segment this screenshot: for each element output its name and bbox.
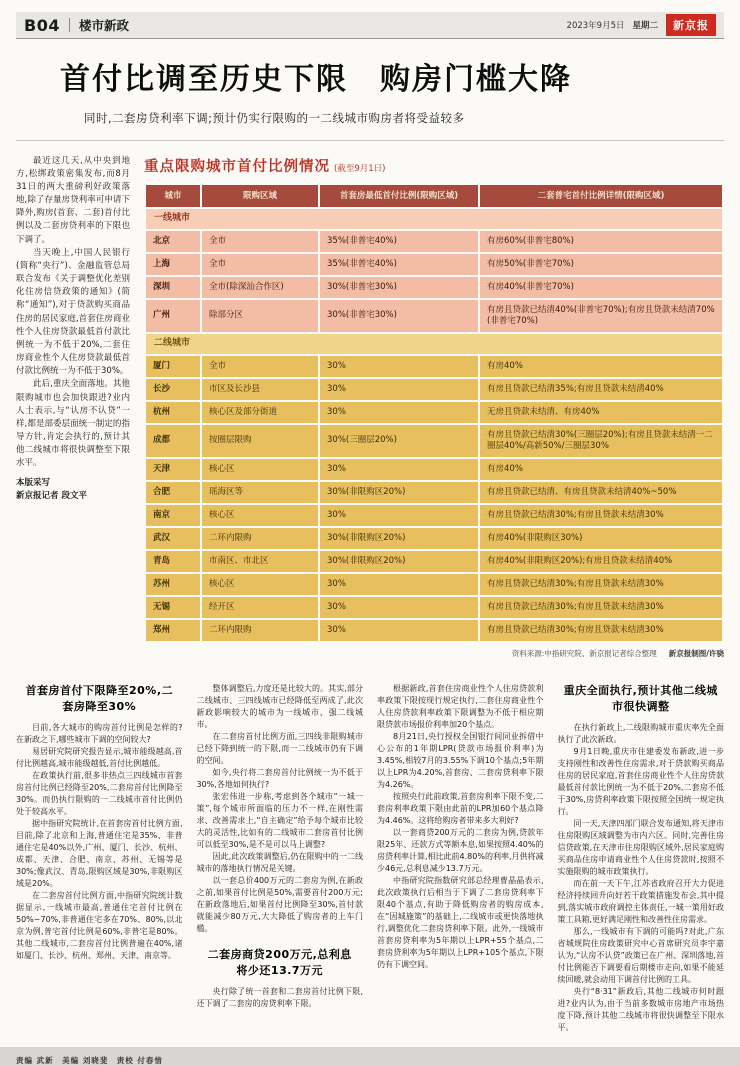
table-row — [146, 254, 722, 275]
cell-second: 有房50%(非普宅70%) — [480, 254, 722, 275]
cell-first: 30%(非普宅30%) — [320, 277, 478, 298]
cell-region: 市区及长沙县 — [202, 379, 318, 400]
main-headline: 首付比调至历史下限 购房门槛大降 — [60, 62, 572, 97]
cell-city: 苏州 — [146, 574, 200, 595]
table-title: 重点限购城市首付比例情况 — [144, 158, 330, 175]
body-paragraph: 按照央行此前政策,首套房利率下限不变,二套房利率政策下限由此前的LPR加60个基点降为4.46%。这将给购房者带来多大利好? — [377, 792, 544, 826]
cell-first: 30% — [320, 356, 478, 377]
table-row — [146, 356, 722, 377]
cell-second: 有房且贷款已结清30%(三圈层20%);有房且贷款未结清一二圈层40%/高新50%/三圈层30% — [480, 425, 722, 457]
cell-second: 有房且贷款已结清30%;有房且贷款未结清30% — [480, 574, 722, 595]
cell-first: 30% — [320, 379, 478, 400]
table-row — [146, 482, 722, 503]
cell-region: 核心区 — [202, 505, 318, 526]
cell-city: 上海 — [146, 254, 200, 275]
masthead-right — [567, 14, 716, 36]
cell-city: 郑州 — [146, 620, 200, 641]
article-column-1 — [16, 683, 183, 1045]
column2-subhead: 二套房商贷200万元,总利息将少还13.7万元 — [207, 948, 352, 977]
cell-second: 有房40%(非限购区20%);有房且贷款未结清40% — [480, 551, 722, 572]
cell-city: 北京 — [146, 231, 200, 252]
graphic-credit: 新京报制图/许骁 — [668, 649, 724, 659]
table-row — [146, 505, 722, 526]
group-band-tier1 — [146, 209, 722, 229]
cell-region: 瑶海区等 — [202, 482, 318, 503]
cell-second: 有房40%(非普宅70%) — [480, 277, 722, 298]
sub-headline: 同时,二套房贷利率下调;预计仍实行限购的一二线城市购房者将受益较多 — [84, 110, 465, 125]
table-title-row — [144, 155, 724, 176]
body-paragraph: 张宏伟进一步称,考虑到各个城市“一城一策”,每个城市所面临的压力不一样,在刚性需求、改善需求上,“自主确定”给予每个城市比较大的灵活性,比如有的二线城市二套房首付比例可以低至30%,是不是可以马上调整? — [196, 792, 363, 850]
cell-first: 30%(非限购区20%) — [320, 482, 478, 503]
cell-region: 全市 — [202, 356, 318, 377]
cell-first: 30%(非普宅30%) — [320, 300, 478, 332]
cell-region: 二环内限购 — [202, 620, 318, 641]
article-column-3 — [377, 683, 544, 1045]
body-paragraph: 同一天,天津四部门联合发布通知,将天津市住房限购区域调整为市内六区。同时,完善住房信贷政策,在天津市住房限购区域外,居民家庭购买商品住房申请商业性个人住房贷款时,按照不实施限购的城市政策执行。 — [557, 819, 724, 877]
cell-first: 35%(非普宅40%) — [320, 254, 478, 275]
masthead — [16, 12, 724, 39]
cell-region: 按圈层限购 — [202, 425, 318, 457]
table-row — [146, 528, 722, 549]
issue-weekday: 星期二 — [632, 21, 658, 31]
body-paragraph: 以一套总价400万元的二套房为例,在新政之前,如果首付比例是50%,需要首付200万元;在新政落地后,如果首付比例降至30%,首付款就能减少80万元,大大降低了购房者的上车门槛。 — [196, 876, 363, 934]
body-paragraph: 整体调整后,力度还是比较大的。其实,部分二线城市、三四线城市已经降低至两成了,此次新政影响较大的城市为一线城市、强二线城市。 — [196, 684, 363, 730]
intro-paragraph: 当天晚上,中国人民银行(简称“央行”)、金融监管总局联合发布《关于调整优化差别化住房信贷政策的通知》(简称“通知”),对于贷款购买商品住房的居民家庭,首套住房商业性个人住房贷款最低首付款比例统一为不低于20%,二套住房商业性个人住房贷款最低首付款比例统一为不低于30%。 — [16, 247, 130, 377]
article-column-4 — [558, 683, 725, 1045]
body-paragraph: 央行“8·31”新政后,其他二线城市何时跟进?业内认为,由于当前多数城市房地产市场热度下降,预计其他二线城市将很快调整至下限水平。 — [557, 987, 724, 1033]
cell-second: 有房40% — [480, 356, 722, 377]
article-column-2 — [197, 683, 364, 1045]
group-label: 一线城市 — [146, 209, 722, 229]
byline: 新京报记者 段文平 — [16, 490, 87, 501]
table-row — [146, 551, 722, 572]
body-paragraph: 目前,各大城市的购房首付比例是怎样的?在新政之下,哪些城市下调的空间较大? — [16, 723, 183, 745]
cell-region: 除部分区 — [202, 300, 318, 332]
body-paragraph: 因此,此次政策调整后,仍在限购中的一二线城市的落地执行情况是关键。 — [196, 852, 363, 874]
table-row — [146, 620, 722, 641]
cell-city: 无锡 — [146, 597, 200, 618]
table-row — [146, 597, 722, 618]
table-row — [146, 277, 722, 298]
editor-credits: 责编 武新 美编 刘晓斐 责校 付春愔 — [16, 1056, 163, 1066]
cell-second: 有房且贷款已结清30%;有房且贷款未结清30% — [480, 597, 722, 618]
body-paragraph: 而在前一天下午,江苏省政府召开大力促进经济持续回升向好若干政策措施发布会,其中提到,落实城市政府调控主体责任,一城一策用好政策工具箱,更好满足刚性和改善性住房需求。 — [557, 879, 724, 925]
intro-paragraph: 此后,重庆全面落地。其他限购城市也会加快跟进?业内人士表示,与“认房不认贷”一样,都是部委层面统一制定的指导方针,肯定会执行的,预计其他二线城市将很快调整至下限水平。 — [16, 379, 130, 469]
table-source-row — [144, 648, 724, 659]
body-paragraph: 在执行新政上,二线限购城市重庆率先全面执行了此次新政。 — [557, 723, 724, 745]
section-name: 楼市新政 — [78, 18, 129, 33]
cell-city: 杭州 — [146, 402, 200, 423]
table-row — [146, 402, 722, 423]
cell-city: 厦门 — [146, 356, 200, 377]
body-paragraph: 那么,一线城市有下调的可能吗?对此,广东省城规院住房政策研究中心首席研究员李宇嘉认为,“认房不认贷”政策已在广州、深圳落地,首付比例能否下调要看后期楼市走向,如果不能延续回暖,就会动用下调首付比例的工具。 — [557, 927, 724, 985]
cell-second: 有房60%(非普宅80%) — [480, 231, 722, 252]
byline-label: 本版采写 — [16, 477, 51, 488]
body-paragraph: 据中指研究院统计,在首套房首付比例方面,目前,除了北京和上海,普通住宅是35%、非普通住宅是40%以外,广州、厦门、长沙、杭州、成都、天津、合肥、南京、苏州、无锡等是30%;像武汉、青岛,限购区域是30%,非限购区域是20%。 — [16, 819, 183, 889]
table-row — [146, 574, 722, 595]
cell-city: 合肥 — [146, 482, 200, 503]
data-source: 资料来源:中指研究院、新京报记者综合整理 — [511, 649, 657, 659]
table-header-row — [146, 185, 722, 208]
body-paragraph: 在二套房首付比例方面,三四线非限购城市已经下降到统一的下限,而一二线城市仍有下调的空间。 — [196, 732, 363, 766]
cell-second: 有房且贷款已结清40%(非普宅70%);有房且贷款未结清70%(非普宅70%) — [480, 300, 722, 332]
body-paragraph: 8月21日,央行授权全国银行间同业拆借中心公布的1年期LPR(贷款市场报价利率)为3.45%,相较7月的3.55%下调10个基点;5年期以上LPR为4.20%,首套房、二套房贷利率下限为4.26%。 — [377, 732, 544, 790]
column-header-second-home: 二套普宅首付比例详情(限购区域) — [480, 185, 722, 208]
cell-second: 有房且贷款已结清35%;有房且贷款未结清40% — [480, 379, 722, 400]
body-paragraph: 以一套商贷200万元的二套房为例,贷款年限25年、还款方式等额本息,如果按照4.40%的房贷利率计算,相比此前4.80%的利率,月供将减少46元,总利息减少13.7万元。 — [377, 828, 544, 874]
table-row — [146, 425, 722, 457]
group-band-tier2 — [146, 334, 722, 354]
table-area — [144, 155, 724, 660]
page-number: B04 — [24, 15, 60, 35]
cell-first: 30% — [320, 402, 478, 423]
cell-city: 广州 — [146, 300, 200, 332]
intro-paragraph: 最近这几天,从中央到地方,松绑政策密集发布,而8月31日的两大重磅利好政策落地,除了存量房贷利率可申请下降外,购房(首套、二套)首付比例以及二套房贷利率的下限也下调了。 — [16, 155, 130, 245]
issue-date: 2023年9月5日 — [566, 21, 625, 31]
cell-second: 有房且贷款已结清30%;有房且贷款未结清30% — [480, 620, 722, 641]
cell-region: 市南区、市北区 — [202, 551, 318, 572]
cell-city: 成都 — [146, 425, 200, 457]
cell-second: 有房且贷款已结清30%;有房且贷款未结清30% — [480, 505, 722, 526]
body-paragraph: 中指研究院指数研究部总经理曹晶晶表示,此次政策执行后相当于下调了二套房贷利率下限40个基点,有助于降低购房者的购房成本,在“因城施策”的基础上,二线城市或更快落地执行,调整优化二套房贷利率下限。此外,一线城市首套房贷利率为5年期以上LPR+55个基点,二套房贷利率为5年期以上LPR+105个基点,下限仍有下调空间。 — [377, 876, 544, 970]
cell-region: 全市 — [202, 231, 318, 252]
body-paragraph: 如今,央行将二套房首付比例统一为不低于30%,各地如何执行? — [196, 768, 363, 790]
cell-region: 经开区 — [202, 597, 318, 618]
cell-region: 核心区 — [202, 574, 318, 595]
cell-first: 30% — [320, 574, 478, 595]
cell-region: 全市(除深汕合作区) — [202, 277, 318, 298]
cell-first: 30% — [320, 505, 478, 526]
cell-region: 二环内限购 — [202, 528, 318, 549]
cell-second: 无房且贷款未结清、有房40% — [480, 402, 722, 423]
body-paragraph: 9月1日晚,重庆市住建委发布新政,进一步支持刚性和改善性住房需求,对于贷款购买商品住房的居民家庭,首套住房商业性个人住房贷款最低首付款比例统一为不低于20%,二套房不低于30%,房贷利率政策下限按照全国统一规定执行。 — [557, 747, 724, 817]
cell-second: 有房40%(非限购区30%) — [480, 528, 722, 549]
cell-city: 南京 — [146, 505, 200, 526]
table-title-note: (截至9月1日) — [334, 163, 386, 174]
cell-city: 青岛 — [146, 551, 200, 572]
body-paragraph: 在二套房首付比例方面,中指研究院统计数据显示,一线城市最高,普通住宅首付比例在50%~70%,非普通住宅多在70%、80%,以北京为例,普宅首付比例是60%,非普宅是80%。其他二线城市,二套房首付比例普遍在40%,诸如厦门、长沙、杭州、郑州、天津、南京等。 — [16, 891, 183, 961]
body-paragraph: 在政策执行前,很多非热点三四线城市首套房首付比例已经降至20%,二套房首付比例降至30%。而仍执行限购的一二线城市首付比例仍处于较高水平。 — [16, 771, 183, 817]
column-header-first-home: 首套房最低首付比例(限购区域) — [320, 185, 478, 208]
table-row — [146, 300, 722, 332]
masthead-divider — [69, 18, 70, 32]
cell-first: 30%(非限购区20%) — [320, 551, 478, 572]
cell-region: 全市 — [202, 254, 318, 275]
headline-block — [16, 39, 724, 141]
article-columns — [16, 683, 724, 1045]
cell-second: 有房且贷款已结清、有房且贷款未结清40%~50% — [480, 482, 722, 503]
cell-city: 天津 — [146, 459, 200, 480]
table-row — [146, 379, 722, 400]
cell-first: 30% — [320, 620, 478, 641]
cell-city: 深圳 — [146, 277, 200, 298]
body-paragraph: 易居研究院研究报告显示,城市能级越高,首付比例越高,城市能级越低,首付比例越低。 — [16, 747, 183, 769]
group-label: 二线城市 — [146, 334, 722, 354]
middle-section — [16, 155, 724, 660]
cell-first: 30% — [320, 597, 478, 618]
downpayment-table — [144, 183, 724, 644]
column-header-city: 城市 — [146, 185, 200, 208]
column4-heading: 重庆全面执行,预计其他二线城市很快调整 — [563, 684, 718, 713]
body-paragraph: 央行除了统一首套和二套房首付比例下限,还下调了二套房的房贷利率下限。 — [196, 987, 363, 1009]
column1-heading: 首套房首付下限降至20%,二套房降至30% — [25, 684, 173, 713]
intro-column — [16, 155, 130, 660]
cell-second: 有房40% — [480, 459, 722, 480]
table-row — [146, 231, 722, 252]
cell-region: 核心区及部分街道 — [202, 402, 318, 423]
cell-first: 35%(非普宅40%) — [320, 231, 478, 252]
cell-city: 长沙 — [146, 379, 200, 400]
table-row — [146, 459, 722, 480]
cell-city: 武汉 — [146, 528, 200, 549]
cell-first: 30%(非限购区20%) — [320, 528, 478, 549]
paper-name-badge: 新京报 — [666, 14, 716, 36]
body-paragraph: 根据新政,首套住房商业性个人住房贷款利率政策下限按现行规定执行,二套住房商业性个人住房贷款利率政策下限调整为不低于相应期限贷款市场报价利率加20个基点。 — [377, 684, 544, 730]
cell-region: 核心区 — [202, 459, 318, 480]
cell-first: 30% — [320, 459, 478, 480]
cell-first: 30%(三圈层20%) — [320, 425, 478, 457]
column-header-region: 限购区域 — [202, 185, 318, 208]
